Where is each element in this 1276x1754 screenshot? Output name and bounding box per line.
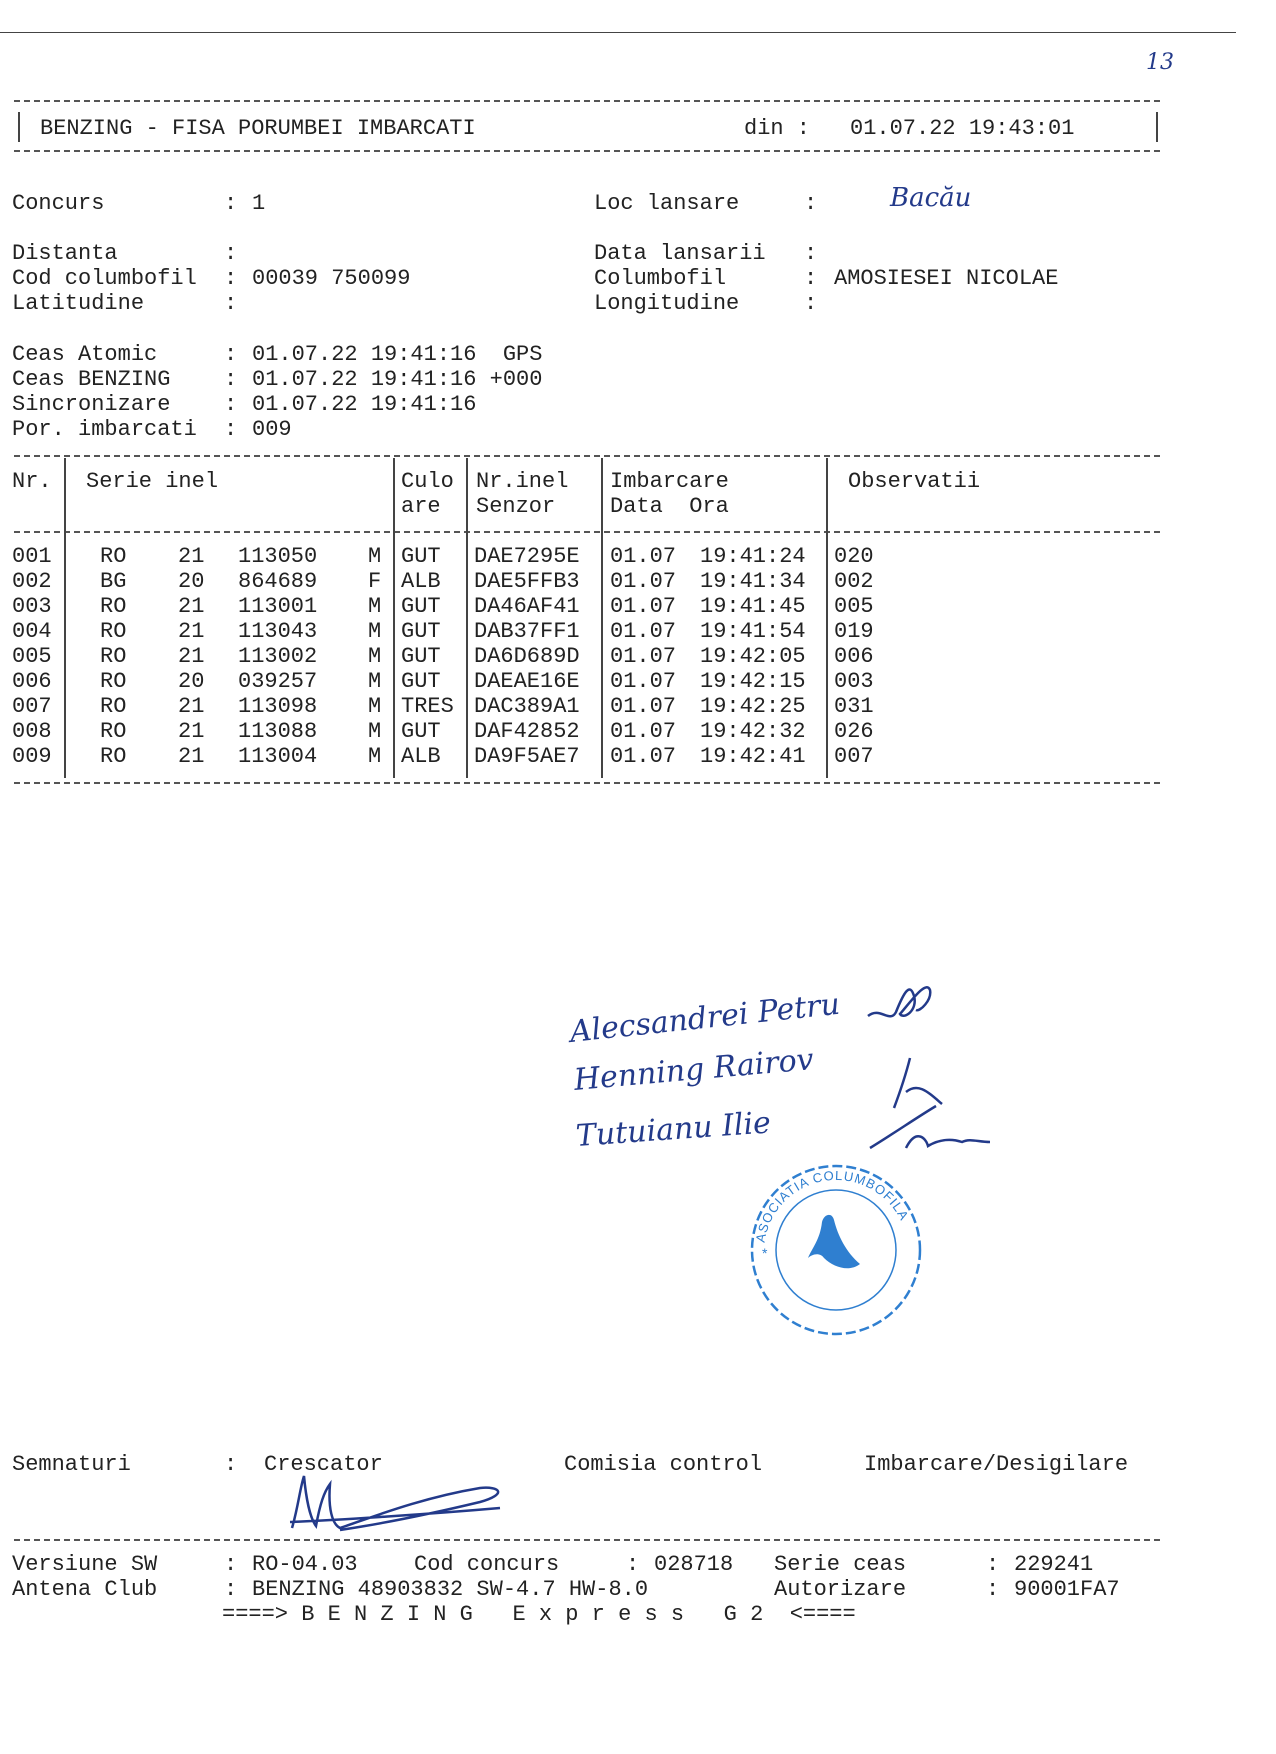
columbofil-label: Columbofil (594, 266, 727, 291)
cod-columbofil-value: 00039 750099 (252, 266, 411, 291)
por-imbarcati-colon: : (224, 417, 238, 442)
antena-club-label: Antena Club (12, 1577, 158, 1602)
antena-club-value: BENZING 48903832 SW-4.7 HW-8.0 (252, 1577, 649, 1602)
cell-year: 21 (178, 719, 205, 744)
longitudine-colon: : (804, 291, 818, 316)
distanta-label: Distanta (12, 241, 118, 266)
cell-nr: 005 (12, 644, 52, 669)
cell-ring: 113050 (238, 544, 318, 569)
cell-time: 19:41:34 (700, 569, 806, 594)
header-right-border (1156, 112, 1158, 142)
cell-time: 19:41:45 (700, 594, 806, 619)
cell-country: RO (100, 744, 127, 769)
cell-nr: 001 (12, 544, 52, 569)
concurs-value: 1 (252, 191, 266, 216)
cell-nr: 008 (12, 719, 52, 744)
cell-sex: M (368, 644, 382, 669)
cell-ring: 113088 (238, 719, 318, 744)
cell-sex: M (368, 669, 382, 694)
cell-ring: 113098 (238, 694, 318, 719)
cell-color: GUT (401, 619, 441, 644)
cell-sensor: DAF42852 (474, 719, 580, 744)
signatures-border (14, 1539, 1160, 1541)
cell-country: RO (100, 544, 127, 569)
cell-color: TRES (401, 694, 454, 719)
cell-sensor: DAC389A1 (474, 694, 580, 719)
cell-country: RO (100, 619, 127, 644)
cod-concurs-value: 028718 (654, 1552, 734, 1577)
data-lansarii-colon: : (804, 241, 818, 266)
page-mark: 13 (1146, 50, 1174, 75)
cod-columbofil-colon: : (224, 266, 238, 291)
header-data-ora: Data Ora (610, 494, 729, 519)
comisia-control-label: Comisia control (564, 1452, 763, 1477)
serie-ceas-value: 229241 (1014, 1552, 1094, 1577)
ceas-atomic-label: Ceas Atomic (12, 342, 158, 367)
cell-country: RO (100, 669, 127, 694)
versiune-sw-label: Versiune SW (12, 1552, 158, 1577)
concurs-label: Concurs (12, 191, 105, 216)
sincronizare-label: Sincronizare (12, 392, 171, 417)
cell-observatii: 006 (834, 644, 874, 669)
col-divider-2 (393, 458, 395, 778)
semnaturi-label: Semnaturi (12, 1452, 131, 1477)
cell-time: 19:42:05 (700, 644, 806, 669)
imbarcare-desigilare-label: Imbarcare/Desigilare (864, 1452, 1129, 1477)
cell-sensor: DA6D689D (474, 644, 580, 669)
cell-year: 21 (178, 644, 205, 669)
cell-ring: 864689 (238, 569, 318, 594)
header-senzor: Senzor (476, 494, 556, 519)
signature-mark-1 (860, 976, 950, 1036)
cell-sensor: DA9F5AE7 (474, 744, 580, 769)
col-divider-5 (826, 458, 828, 778)
handwritten-name-2: Henning Rairov (572, 1042, 815, 1098)
col-divider-3 (466, 458, 468, 778)
cell-sex: M (368, 719, 382, 744)
cell-date: 01.07 (610, 644, 677, 669)
por-imbarcati-label: Por. imbarcati (12, 417, 197, 442)
header-title: BENZING - FISA PORUMBEI IMBARCATI (40, 116, 476, 141)
header-serie-inel: Serie inel (86, 469, 219, 494)
association-stamp (742, 1160, 932, 1340)
cell-ring: 113001 (238, 594, 318, 619)
sincronizare-colon: : (224, 392, 238, 417)
col-divider-4 (601, 458, 603, 778)
autorizare-value: 90001FA7 (1014, 1577, 1120, 1602)
ceas-benzing-value: 01.07.22 19:41:16 +000 (252, 367, 543, 392)
cell-nr: 004 (12, 619, 52, 644)
serie-ceas-colon: : (986, 1552, 1000, 1577)
latitudine-colon: : (224, 291, 238, 316)
cell-time: 19:41:54 (700, 619, 806, 644)
data-lansarii-label: Data lansarii (594, 241, 766, 266)
cell-observatii: 002 (834, 569, 874, 594)
cell-sex: M (368, 619, 382, 644)
table-bottom-border (14, 782, 1160, 784)
signature-mark-3 (866, 1098, 996, 1158)
stamp-text: ASOCIATIA COLUMBOFILA (752, 1167, 913, 1244)
cell-time: 19:42:41 (700, 744, 806, 769)
cell-observatii: 020 (834, 544, 874, 569)
loc-lansare-label: Loc lansare (594, 191, 740, 216)
header-culoare-1: Culo (401, 469, 454, 494)
columbofil-value: AMOSIESEI NICOLAE (834, 266, 1059, 291)
autorizare-colon: : (986, 1577, 1000, 1602)
serie-ceas-label: Serie ceas (774, 1552, 907, 1577)
cell-nr: 003 (12, 594, 52, 619)
cell-color: GUT (401, 644, 441, 669)
header-bottom-border (14, 150, 1160, 152)
cell-color: GUT (401, 594, 441, 619)
ceas-atomic-colon: : (224, 342, 238, 367)
cell-observatii: 005 (834, 594, 874, 619)
cell-ring: 113002 (238, 644, 318, 669)
distanta-colon: : (224, 241, 238, 266)
cell-time: 19:42:25 (700, 694, 806, 719)
cell-sex: M (368, 594, 382, 619)
cell-date: 01.07 (610, 569, 677, 594)
cell-sex: M (368, 694, 382, 719)
cell-ring: 039257 (238, 669, 318, 694)
cell-observatii: 026 (834, 719, 874, 744)
cell-sensor: DAE5FFB3 (474, 569, 580, 594)
columbofil-colon: : (804, 266, 818, 291)
table-top-border (14, 455, 1160, 457)
header-left-border (18, 112, 20, 142)
ceas-atomic-value: 01.07.22 19:41:16 GPS (252, 342, 543, 367)
cell-sensor: DAE7295E (474, 544, 580, 569)
cell-date: 01.07 (610, 744, 677, 769)
loc-lansare-colon: : (804, 191, 818, 216)
cell-year: 21 (178, 744, 205, 769)
cell-color: GUT (401, 669, 441, 694)
col-divider-1 (64, 458, 66, 778)
cell-nr: 009 (12, 744, 52, 769)
cell-time: 19:41:24 (700, 544, 806, 569)
pigeon-icon (808, 1215, 860, 1268)
header-nr: Nr. (12, 469, 52, 494)
antena-club-colon: : (224, 1577, 238, 1602)
cell-observatii: 007 (834, 744, 874, 769)
cell-date: 01.07 (610, 719, 677, 744)
ceas-benzing-label: Ceas BENZING (12, 367, 171, 392)
versiune-sw-colon: : (224, 1552, 238, 1577)
cod-concurs-colon: : (626, 1552, 640, 1577)
cell-year: 20 (178, 569, 205, 594)
cell-color: ALB (401, 569, 441, 594)
cell-country: RO (100, 719, 127, 744)
cell-observatii: 003 (834, 669, 874, 694)
versiune-sw-value: RO-04.03 (252, 1552, 358, 1577)
cell-observatii: 031 (834, 694, 874, 719)
top-rule (0, 32, 1236, 33)
cell-year: 21 (178, 594, 205, 619)
handwritten-name-3: Tutuianu Ilie (574, 1105, 772, 1154)
cell-date: 01.07 (610, 594, 677, 619)
cell-time: 19:42:32 (700, 719, 806, 744)
por-imbarcati-value: 009 (252, 417, 292, 442)
cell-color: GUT (401, 544, 441, 569)
cell-time: 19:42:15 (700, 669, 806, 694)
header-imbarcare: Imbarcare (610, 469, 729, 494)
semnaturi-colon: : (224, 1452, 238, 1477)
cell-date: 01.07 (610, 619, 677, 644)
cell-sensor: DAB37FF1 (474, 619, 580, 644)
header-culoare-2: are (401, 494, 441, 519)
autorizare-label: Autorizare (774, 1577, 907, 1602)
cell-sex: M (368, 744, 382, 769)
cell-observatii: 019 (834, 619, 874, 644)
benzing-express-banner: ====> B E N Z I N G E x p r e s s G 2 <==== (222, 1602, 856, 1627)
cell-year: 20 (178, 669, 205, 694)
header-nr-inel: Nr.inel (476, 469, 569, 494)
cod-concurs-label: Cod concurs (414, 1552, 560, 1577)
cell-sex: F (368, 569, 382, 594)
svg-text:*: * (762, 1245, 768, 1261)
loc-lansare-value: Bacău (890, 183, 972, 213)
cell-year: 21 (178, 544, 205, 569)
cell-sensor: DA46AF41 (474, 594, 580, 619)
cell-nr: 006 (12, 669, 52, 694)
cell-nr: 002 (12, 569, 52, 594)
cell-date: 01.07 (610, 669, 677, 694)
cell-country: RO (100, 594, 127, 619)
cell-country: RO (100, 694, 127, 719)
cell-ring: 113043 (238, 619, 318, 644)
cell-date: 01.07 (610, 544, 677, 569)
cell-year: 21 (178, 619, 205, 644)
handwritten-name-1: Alecsandrei Petru (568, 986, 842, 1050)
cell-color: GUT (401, 719, 441, 744)
sincronizare-value: 01.07.22 19:41:16 (252, 392, 477, 417)
header-din-value: 01.07.22 19:43:01 (850, 116, 1075, 141)
ceas-benzing-colon: : (224, 367, 238, 392)
table-header-border (14, 531, 1160, 533)
cell-ring: 113004 (238, 744, 318, 769)
header-observatii: Observatii (848, 469, 981, 494)
latitudine-label: Latitudine (12, 291, 145, 316)
cell-country: BG (100, 569, 127, 594)
crescator-signature (280, 1468, 510, 1538)
cod-columbofil-label: Cod columbofil (12, 266, 197, 291)
cell-country: RO (100, 644, 127, 669)
header-din-label: din : (744, 116, 811, 141)
cell-color: ALB (401, 744, 441, 769)
concurs-colon: : (224, 191, 238, 216)
cell-date: 01.07 (610, 694, 677, 719)
header-top-border (14, 100, 1160, 102)
cell-sex: M (368, 544, 382, 569)
cell-nr: 007 (12, 694, 52, 719)
longitudine-label: Longitudine (594, 291, 740, 316)
cell-sensor: DAEAE16E (474, 669, 580, 694)
cell-year: 21 (178, 694, 205, 719)
crescator-label: Crescator (264, 1452, 383, 1477)
